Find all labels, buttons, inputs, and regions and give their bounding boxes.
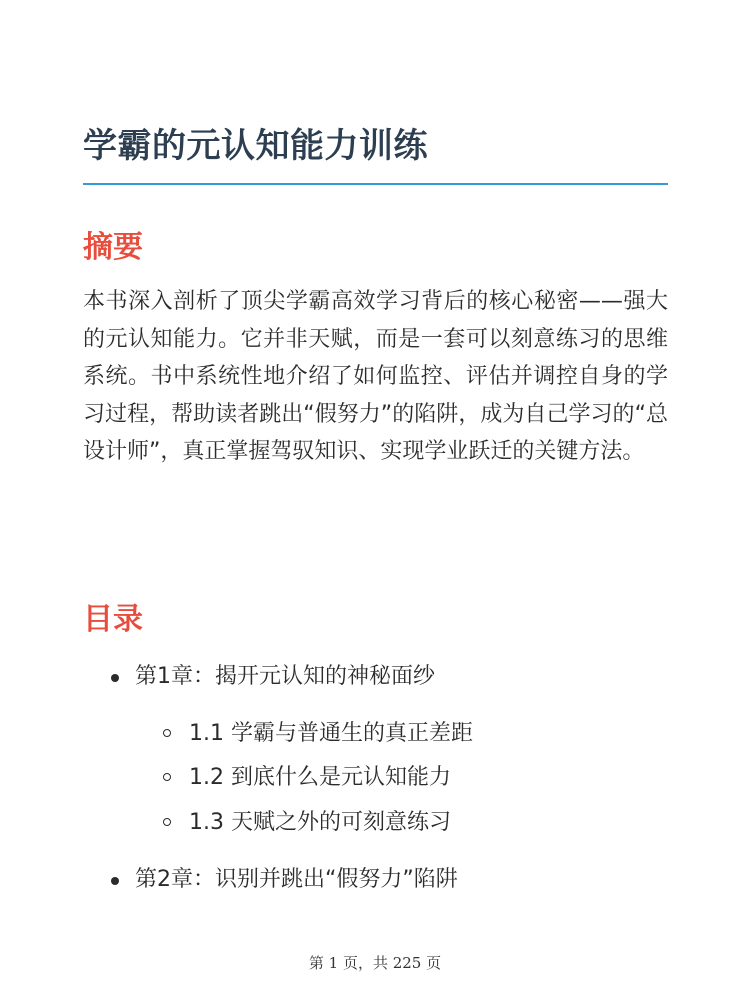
book-title: 学霸的元认知能力训练 (83, 126, 428, 166)
toc-heading: 目录 (83, 602, 143, 637)
bullet-circle-icon (163, 818, 171, 826)
toc-chapter-label: 第2章：识别并跳出“假努力”陷阱 (135, 867, 458, 892)
abstract-text: 本书深入剖析了顶尖学霸高效学习背后的核心秘密——强大的元认知能力。它并非天赋，而是一套可以刻意练习的思维系统。书中系统性地介绍了如何监控、评估并调控自身的学习过程，帮助读者跳出“假努力”的陷阱，成为自己学习的“总设计师”，真正掌握驾驭知识、实现学业跃迁的关键方法。 (83, 289, 668, 464)
toc-section-label: 1.2 到底什么是元认知能力 (189, 765, 451, 790)
bullet-disc-icon (111, 877, 119, 885)
toc-section-label: 1.3 天赋之外的可刻意练习 (189, 810, 451, 835)
bullet-circle-icon (163, 773, 171, 781)
abstract-heading: 摘要 (83, 230, 143, 265)
bullet-disc-icon (111, 674, 119, 682)
title-divider (83, 183, 668, 185)
bullet-circle-icon (163, 729, 171, 737)
toc-section-label: 1.1 学霸与普通生的真正差距 (189, 721, 473, 746)
page-number-footer: 第 1 页，共 225 页 (308, 954, 442, 972)
toc-chapter-label: 第1章：揭开元认知的神秘面纱 (135, 664, 435, 689)
